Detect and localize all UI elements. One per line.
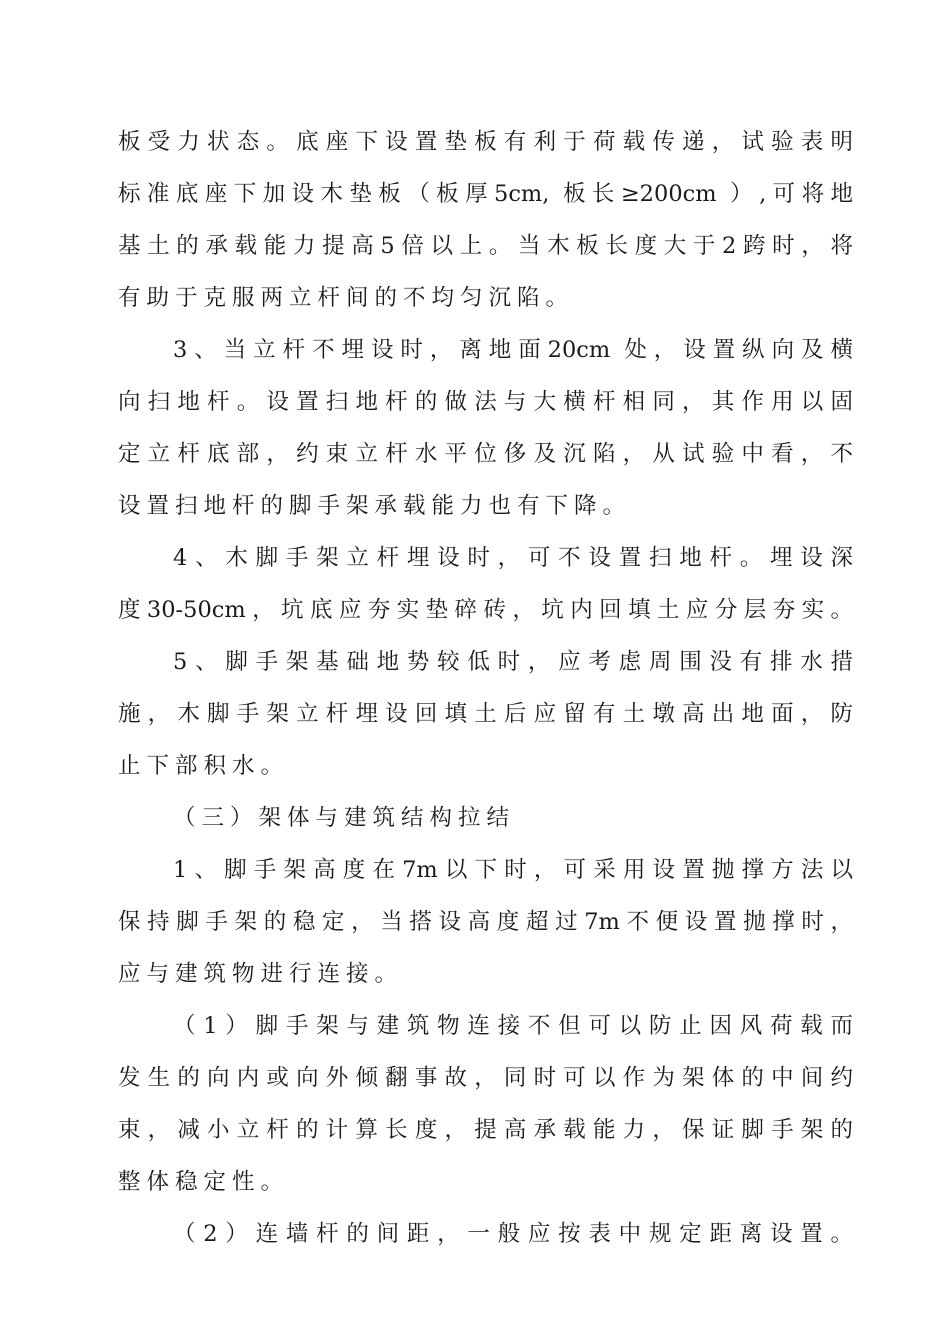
text-line-19: 发生的向内或向外倾翻事故，同时可以作为架体的中间约 (118, 1065, 853, 1091)
text-line-16: 保持脚手架的稳定，当搭设高度超过7m不便设置抛撑时， (118, 909, 853, 935)
text-line-11: 5、脚手架基础地势较低时，应考虑周围没有排水措 (173, 649, 853, 675)
text-line-4: 有助于克服两立杆间的不均匀沉陷。 (118, 285, 575, 311)
text-line-21: 整体稳定性。 (118, 1169, 290, 1195)
text-line-8: 设置扫地杆的脚手架承载能力也有下降。 (118, 493, 632, 519)
text-line-6: 向扫地杆。设置扫地杆的做法与大横杆相同，其作用以固 (118, 389, 853, 415)
text-line-2: 标准底座下加设木垫板（板厚5cm, 板长≥200cm ）,可将地 (118, 181, 853, 207)
text-line-20: 束，减小立杆的计算长度，提高承载能力，保证脚手架的 (118, 1117, 853, 1143)
text-line-9: 4、木脚手架立杆埋设时，可不设置扫地杆。埋设深 (173, 545, 853, 571)
text-line-22: （2）连墙杆的间距，一般应按表中规定距离设置。 (173, 1221, 853, 1247)
text-line-5: 3、当立杆不埋设时，离地面20cm 处，设置纵向及横 (173, 337, 853, 363)
text-line-13: 止下部积水。 (118, 753, 290, 779)
text-line-1: 板受力状态。底座下设置垫板有利于荷载传递，试验表明 (118, 129, 853, 155)
text-line-3: 基土的承载能力提高5倍以上。当木板长度大于2跨时，将 (118, 233, 853, 259)
text-line-10: 度30-50cm，坑底应夯实垫碎砖，坑内回填土应分层夯实。 (118, 597, 853, 623)
text-line-18: （1）脚手架与建筑物连接不但可以防止因风荷载而 (173, 1013, 853, 1039)
section-heading: （三）架体与建筑结构拉结 (173, 805, 516, 831)
text-line-15: 1、脚手架高度在7m以下时，可采用设置抛撑方法以 (173, 857, 853, 883)
text-line-7: 定立杆底部，约束立杆水平位侈及沉陷，从试验中看，不 (118, 441, 853, 467)
text-line-12: 施，木脚手架立杆埋设回填土后应留有土墩高出地面，防 (118, 701, 853, 727)
text-line-17: 应与建筑物进行连接。 (118, 961, 404, 987)
